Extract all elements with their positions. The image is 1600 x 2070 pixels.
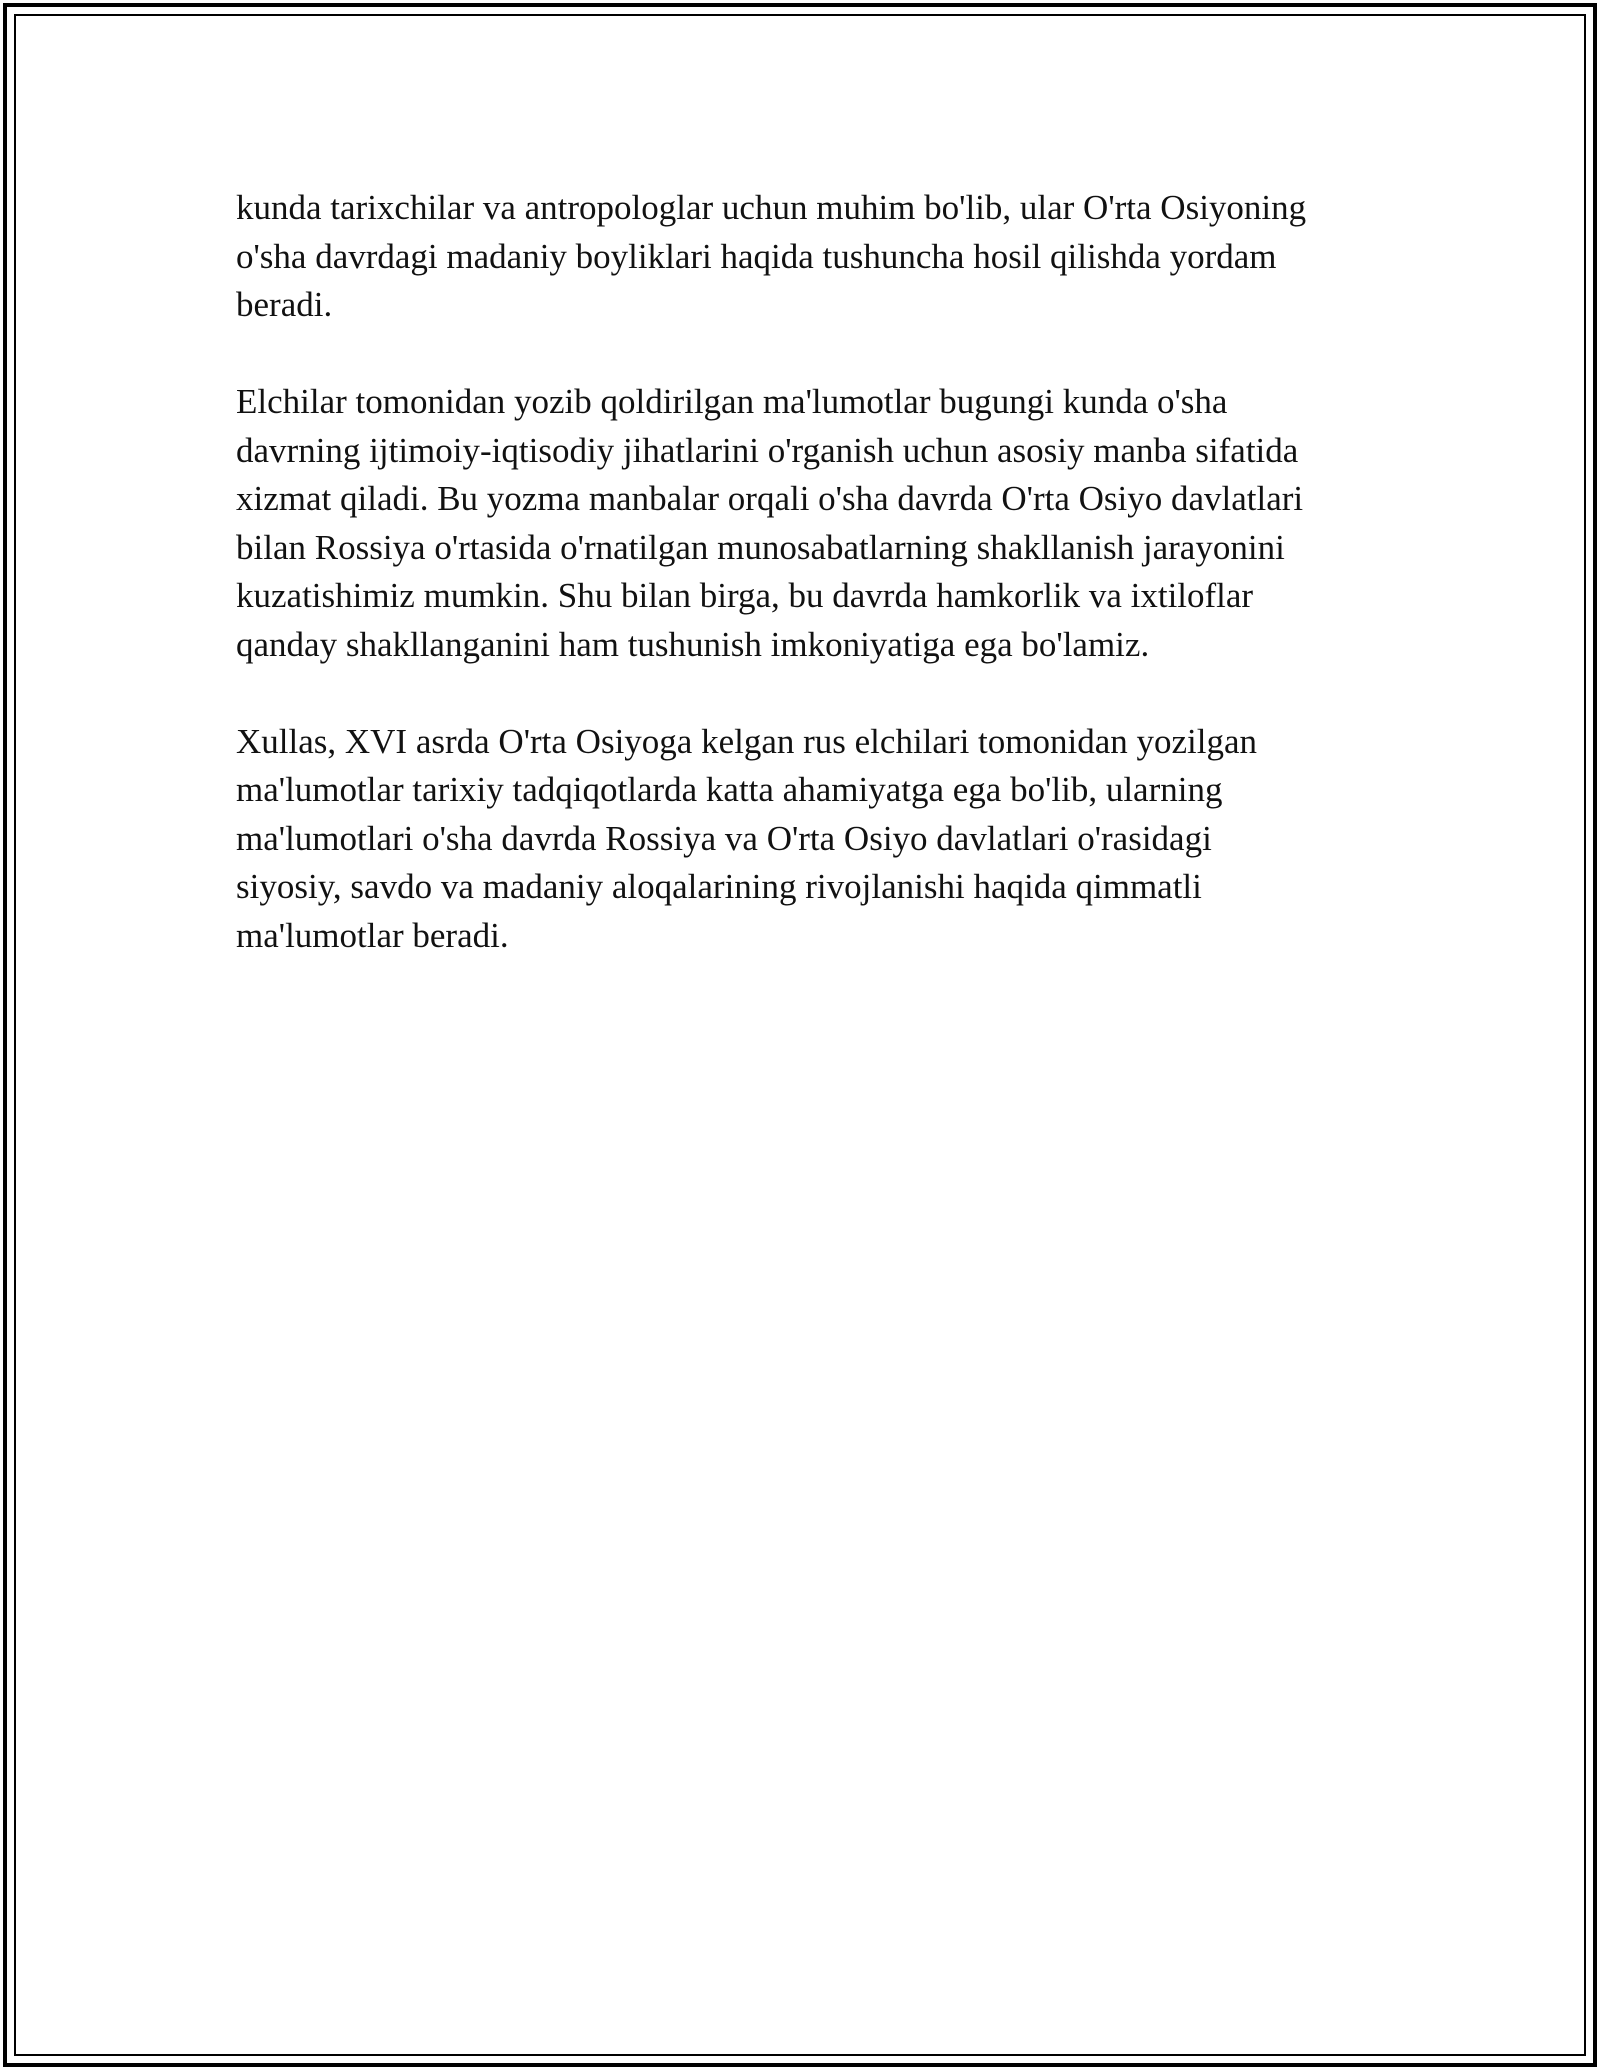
document-body (236, 184, 1386, 1009)
paragraph-2: Elchilar tomonidan yozib qoldirilgan ma'lumotlar bugungi kunda o'sha davrning ijtimoiy-iqtisodiy jihatlarini o'rganish uchun asosiy manba sifatida xizmat qiladi. Bu yozma manbalar orqali o'sha davrda O'rta Osiyo davlatlari bilan Rossiya o'rtasida o'rnatilgan munosabatlarning shakllanish jarayonini kuzatishimiz mumkin. Shu bilan birga, bu davrda hamkorlik va ixtiloflar qanday shakllanganini ham tushunish imkoniyatiga ega bo'lamiz. (236, 382, 1304, 664)
paragraph-1: kunda tarixchilar va antropologlar uchun muhim bo'lib, ular O'rta Osiyoning o'sha davrdagi madaniy boyliklari haqida tushuncha hosil qilishda yordam beradi. (236, 188, 1307, 324)
paragraph-3: Xullas, XVI asrda O'rta Osiyoga kelgan rus elchilari tomonidan yozilgan ma'lumotlar tarixiy tadqiqotlarda katta ahamiyatga ega bo'lib, ularning ma'lumotlari o'sha davrda Rossiya va O'rta Osiyo davlatlari o'rasidagi siyosiy, savdo va madaniy aloqalarining rivojlanishi haqida qimmatli ma'lumotlar beradi. (236, 721, 1258, 955)
